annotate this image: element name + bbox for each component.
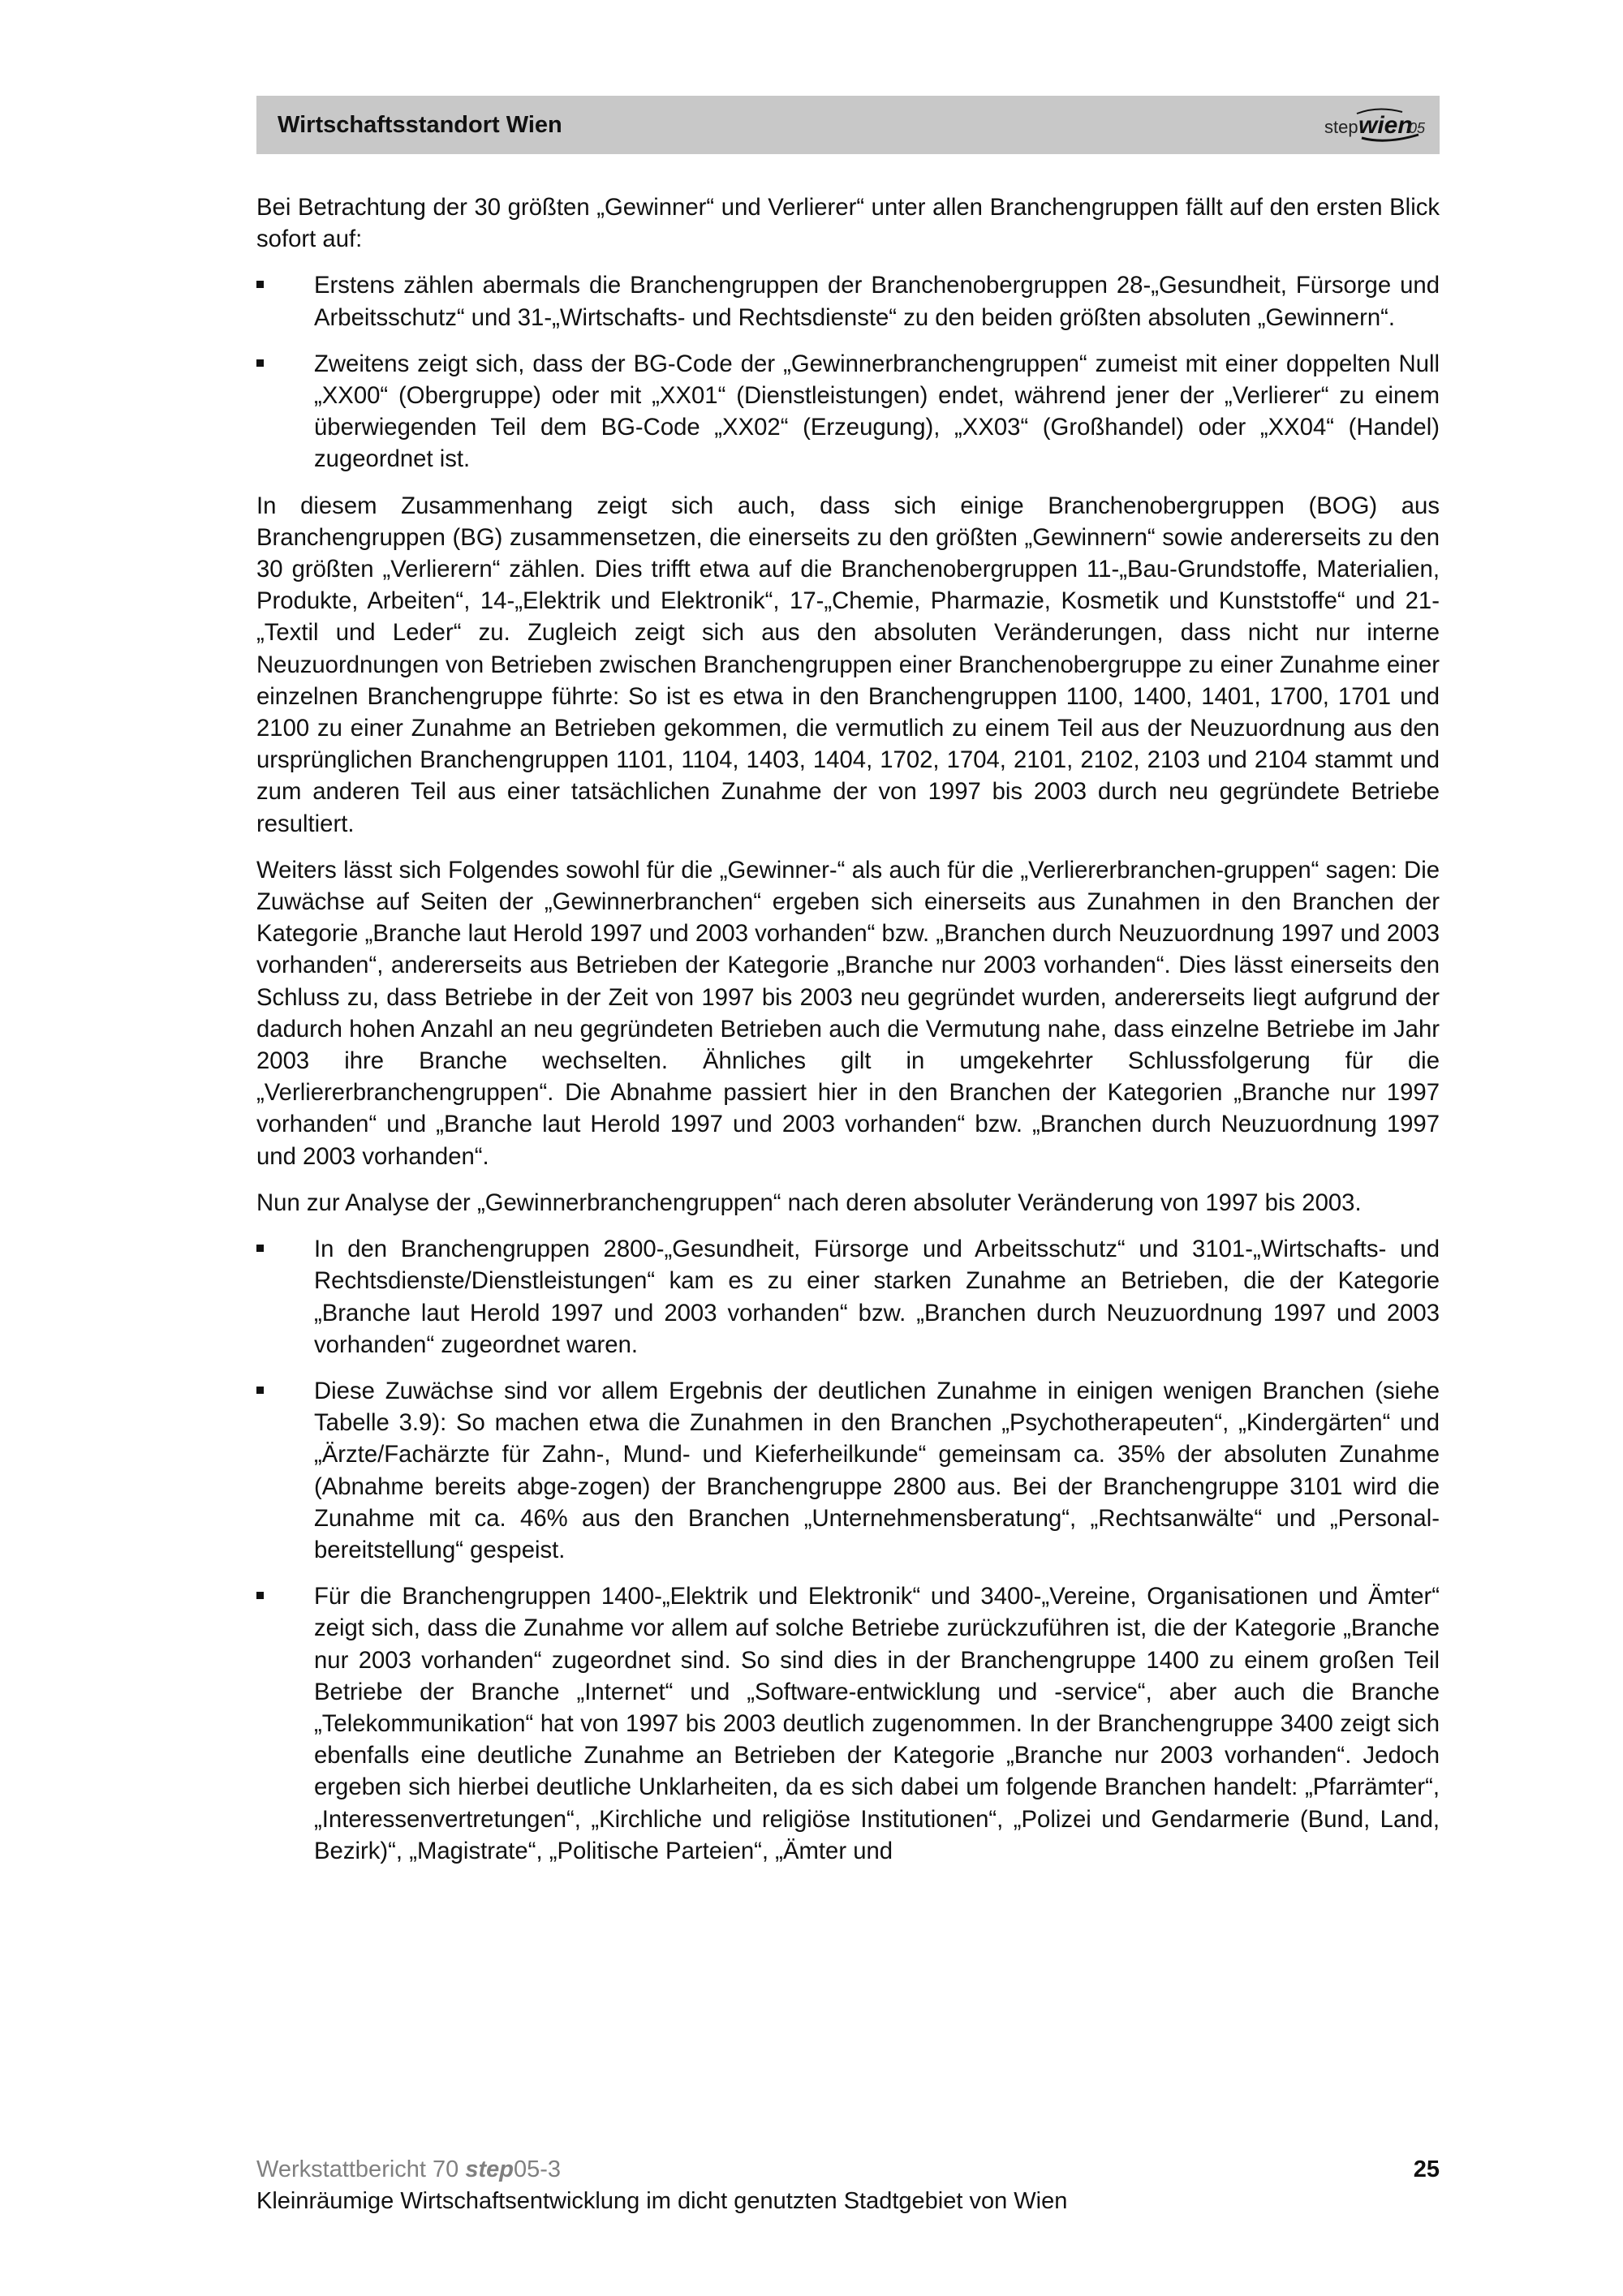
bullet-icon bbox=[256, 359, 264, 367]
bullet-icon bbox=[256, 1245, 264, 1252]
list-item: Erstens zählen abermals die Branchengruppen der Branchenobergruppen 28-„Gesundheit, Fürsorge und Arbeitsschutz“ und 31-„Wirtschafts- und Rechtsdienste“ zu den beiden größten absoluten „Gewinnern“. bbox=[256, 269, 1440, 333]
step-wien-logo bbox=[1321, 102, 1435, 148]
page-number: 25 bbox=[1413, 2156, 1440, 2182]
header-title: Wirtschaftsstandort Wien bbox=[278, 112, 562, 138]
list-item: Für die Branchengruppen 1400-„Elektrik und Elektronik“ und 3400-„Vereine, Organisationen und Ämter“ zeigt sich, dass die Zunahme vor allem auf solche Betriebe zurückzuführen ist, die der Kategorie „Branche nur 2003 vorhanden“ zugeordnet sind. So sind dies in der Branchengruppe 1400 zu einem großen Teil Betriebe der Branche „Internet“ und „Software-entwicklung und -service“, aber auch die Branche „Telekommunikation“ hat von 1997 bis 2003 deutlich zugenommen. In der Branchengruppe 3400 zeigt sich ebenfalls eine deutliche Zunahme an Betrieben der Kategorie „Branche nur 2003 vorhanden“. Jedoch ergeben sich hierbei deutliche Unklarheiten, da es sich dabei um folgende Branchen handelt: „Pfarrämter“, „Interessenvertretungen“, „Kirchliche und religiöse Institutionen“, „Polizei und Gendarmerie (Bund, Land, Bezirk)“, „Magistrate“, „Politische Parteien“, „Ämter und bbox=[256, 1580, 1440, 1867]
bullet-icon bbox=[256, 281, 264, 288]
footer-report: Werkstattbericht 70 step05-3 bbox=[256, 2156, 562, 2182]
paragraph-bog: In diesem Zusammenhang zeigt sich auch, dass sich einige Branchenobergruppen (BOG) aus Branchengruppen (BG) zusammensetzen, die einerseits zu den größten „Gewinnern“ sowie andererseits zu den 30 größten „Verlierern“ zählen. Dies trifft etwa auf die Branchenobergruppen 11-„Bau-Grundstoffe, Materialien, Produkte, Arbeiten“, 14-„Elektrik und Elektronik“, 17-„Chemie, Pharmazie, Kosmetik und Kunststoffe“ und 21-„Textil und Leder“ zu. Zugleich zeigt sich aus den absoluten Veränderungen, dass nicht nur interne Neuzuordnungen von Betrieben zwischen Branchengruppen einer Branchenobergruppe zu einer Zunahme einer einzelnen Branchengruppe führte: So ist es etwa in den Branchengruppen 1100, 1400, 1401, 1700, 1701 und 2100 zu einer Zunahme an Betrieben gekommen, die vermutlich zu einem Teil aus der Neuzuordnung aus den ursprünglichen Branchengruppen 1101, 1104, 1403, 1404, 1702, 1704, 2101, 2102, 2103 und 2104 stammt und zum anderen Teil aus einer tatsächlichen Zunahme der von 1997 bis 2003 durch neu gegründete Betriebe resultiert. bbox=[256, 492, 1440, 837]
list-item: Diese Zuwächse sind vor allem Ergebnis der deutlichen Zunahme in einigen wenigen Branchen (siehe Tabelle 3.9): So machen etwa die Zunahmen in den Branchen „Psychotherapeuten“, „Kindergärten“ und „Ärzte/Fachärzte für Zahn-, Mund- und Kieferheilkunde“ gemeinsam ca. 35% der absoluten Zunahme (Abnahme bereits abge-zogen) der Branchengruppe 2800 aus. Bei der Branchengruppe 3101 wird die Zunahme mit ca. 46% aus den Branchen „Unternehmensberatung“, „Rechtsanwälte“ und „Personal-bereitstellung“ gespeist. bbox=[256, 1375, 1440, 1566]
logo-year: 05 bbox=[1409, 120, 1426, 136]
bullet-icon bbox=[256, 1387, 264, 1394]
body-content bbox=[256, 191, 1440, 1881]
bullet-list-2 bbox=[256, 1233, 1440, 1867]
bullet-list-1 bbox=[256, 269, 1440, 475]
paragraph-weiters: Weiters lässt sich Folgendes sowohl für die „Gewinner-“ als auch für die „Verliererbranchen-gruppen“ sagen: Die Zuwächse auf Seiten der „Gewinnerbranchen“ ergeben sich einerseits aus Zunahmen in den Branchen der Kategorie „Branche laut Herold 1997 und 2003 vorhanden“ bzw. „Branchen durch Neuzuordnung 1997 und 2003 vorhanden“, andererseits aus Betrieben der Kategorie „Branche nur 2003 vorhanden“. Dies lässt einerseits den Schluss zu, dass Betriebe in der Zeit von 1997 bis 2003 neu gegründet wurden, andererseits liegt aufgrund der dadurch hohen Anzahl an neu gegründeten Betrieben auch die Vermutung nahe, dass einzelne Betriebe im Jahr 2003 ihre Branche wechselten. Ähnliches gilt in umgekehrter Schlussfolgerung für die „Verliererbranchengruppen“. Die Abnahme passiert hier in den Branchen der Kategorien „Branche nur 1997 vorhanden“ und „Branche laut Herold 1997 und 2003 vorhanden“ bzw. „Branchen durch Neuzuordnung 1997 und 2003 vorhanden“. bbox=[256, 856, 1440, 1170]
paragraph-analyse: Nun zur Analyse der „Gewinnerbranchengruppen“ nach deren absoluter Veränderung von 1997 bis 2003. bbox=[256, 1189, 1362, 1216]
footer-subtitle: Kleinräumige Wirtschaftsentwicklung im dicht genutzten Stadtgebiet von Wien bbox=[256, 2188, 1068, 2214]
logo-wien: wien bbox=[1358, 112, 1413, 139]
bullet-icon bbox=[256, 1592, 264, 1599]
paragraph-intro: Bei Betrachtung der 30 größten „Gewinner“ und Verlierer“ unter allen Branchengruppen fällt auf den ersten Blick sofort auf: bbox=[256, 194, 1440, 253]
page-header bbox=[256, 96, 1440, 154]
list-item: Zweitens zeigt sich, dass der BG-Code der „Gewinnerbranchengruppen“ zumeist mit einer doppelten Null „XX00“ (Obergruppe) oder mit „XX01“ (Dienstleistungen) endet, während jener der „Verlierer“ zu einem überwiegenden Teil dem BG-Code „XX02“ (Erzeugung), „XX03“ (Großhandel) oder „XX04“ (Handel) zugeordnet ist. bbox=[256, 348, 1440, 475]
logo-step: step bbox=[1324, 117, 1358, 137]
list-item: In den Branchengruppen 2800-„Gesundheit, Fürsorge und Arbeitsschutz“ und 3101-„Wirtschafts- und Rechtsdienste/Dienstleistungen“ kam es zu einer starken Zunahme an Betrieben, die der Kategorie „Branche laut Herold 1997 und 2003 vorhanden“ bzw. „Branchen durch Neuzuordnung 1997 und 2003 vorhanden“ zugeordnet waren. bbox=[256, 1233, 1440, 1361]
